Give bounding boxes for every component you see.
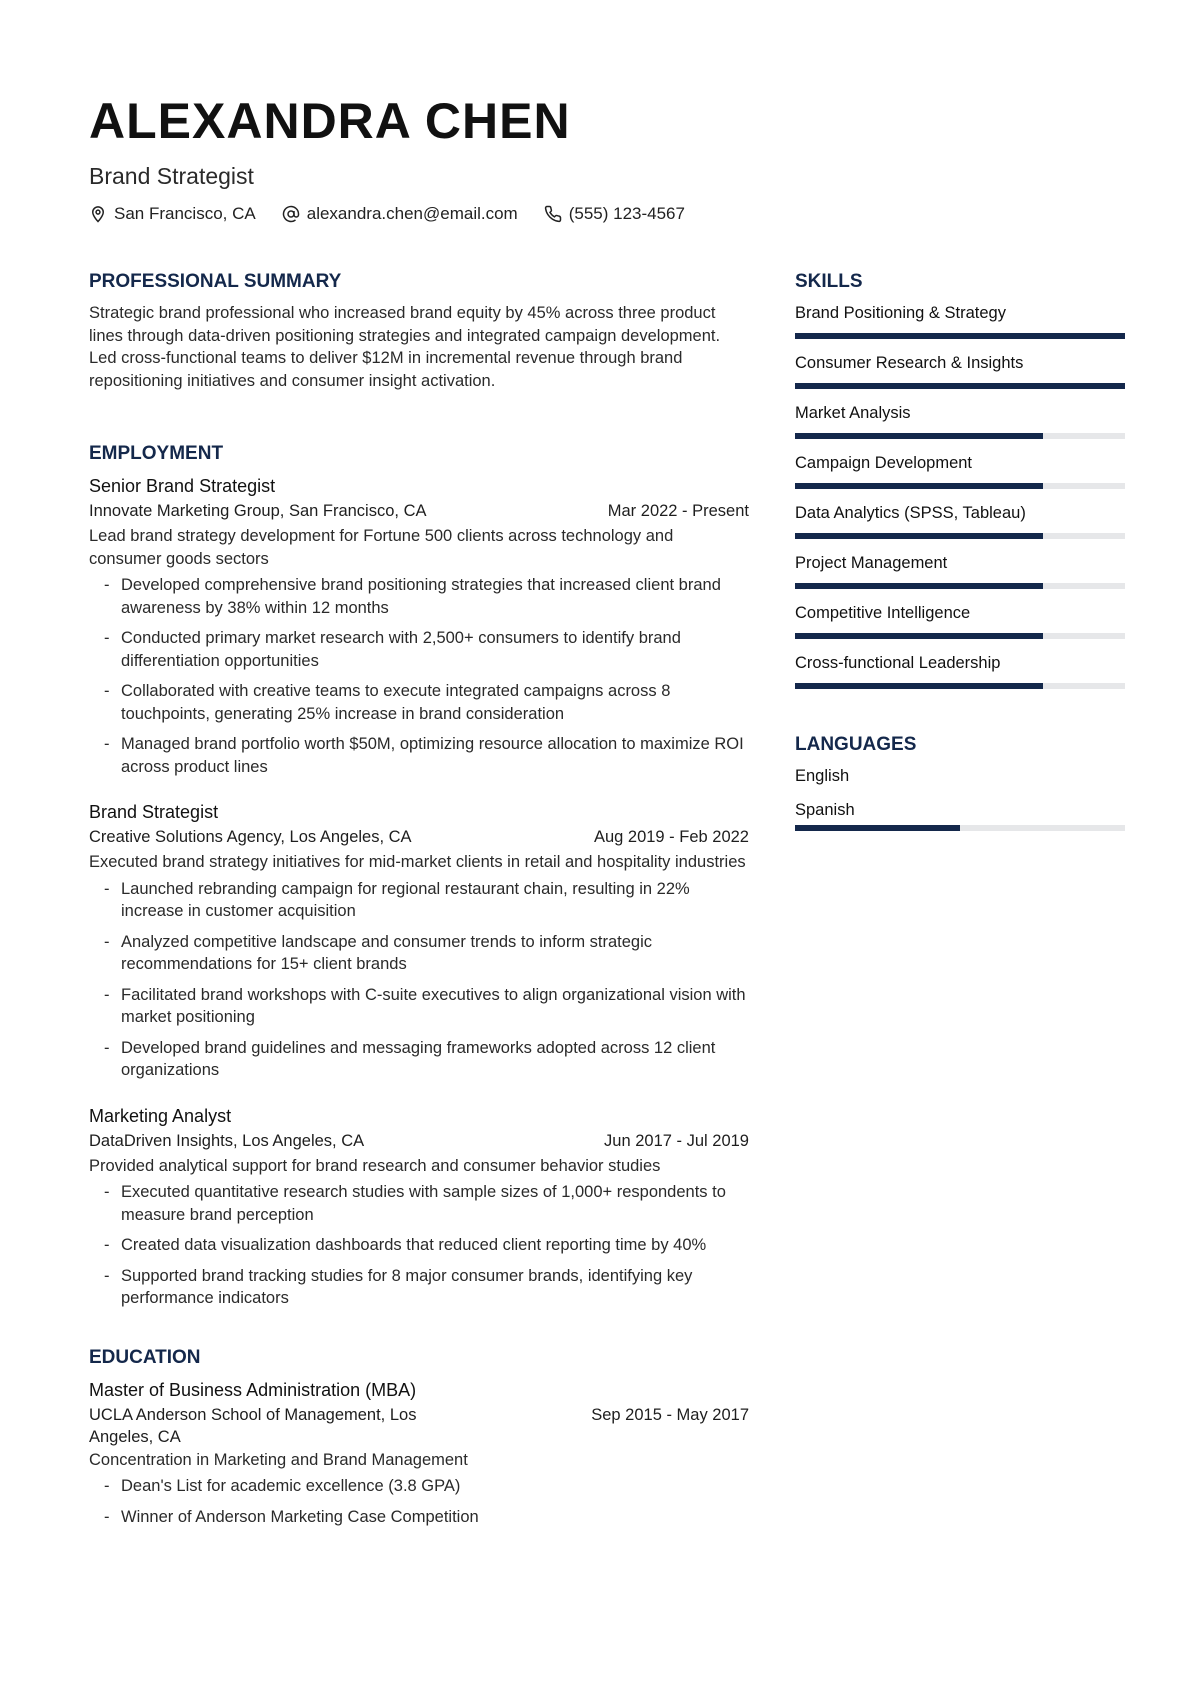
skill-item xyxy=(795,352,1125,389)
bullet-item xyxy=(89,931,749,976)
job-company-line xyxy=(89,1128,749,1155)
bullet-item xyxy=(89,1234,749,1257)
language-level-fill xyxy=(795,825,960,831)
skill-item xyxy=(795,502,1125,539)
skill-name: Consumer Research & Insights xyxy=(795,354,1024,372)
skill-level-bar xyxy=(795,483,1125,489)
job-company: Innovate Marketing Group, San Francisco, CA xyxy=(89,502,427,520)
language-name: Spanish xyxy=(795,801,855,819)
language-item xyxy=(795,799,1125,831)
bullet-dash: - xyxy=(104,576,110,594)
bullet-text: Developed brand guidelines and messaging frameworks adopted across 12 client organizations xyxy=(121,1038,716,1079)
bullet-item xyxy=(89,984,749,1029)
bullet-text: Launched rebranding campaign for regional restaurant chain, resulting in 22% increase in customer acquisition xyxy=(121,879,690,920)
bullet-dash: - xyxy=(104,1183,110,1201)
skill-list xyxy=(795,302,1125,689)
bullet-dash: - xyxy=(104,1266,110,1285)
candidate-name: ALEXANDRA CHEN xyxy=(89,93,571,149)
skill-level-fill xyxy=(795,433,1043,439)
bullet-dash: - xyxy=(104,1507,110,1526)
education-description: Concentration in Marketing and Brand Management xyxy=(89,1450,468,1469)
header xyxy=(89,92,1129,224)
skill-item xyxy=(795,552,1125,589)
degree-title: Master of Business Administration (MBA) xyxy=(89,1379,417,1400)
job-description: Executed brand strategy initiatives for mid-market clients in retail and hospitality industries xyxy=(89,853,746,871)
skill-level-fill xyxy=(795,483,1043,489)
skill-level-fill xyxy=(795,333,1125,339)
bullet-text: Dean's List for academic excellence (3.8 GPA) xyxy=(121,1477,461,1495)
skill-level-fill xyxy=(795,533,1043,539)
bullet-text: Supported brand tracking studies for 8 major consumer brands, identifying key performance indicators xyxy=(121,1266,693,1307)
bullet-item xyxy=(89,627,749,672)
skill-name: Brand Positioning & Strategy xyxy=(795,304,1006,322)
candidate-title: Brand Strategist xyxy=(89,163,254,189)
bullet-text: Analyzed competitive landscape and consumer trends to inform strategic recommendations for 15+ client brands xyxy=(121,932,653,973)
skill-level-bar xyxy=(795,333,1125,339)
school-name: UCLA Anderson School of Management, Los Angeles, CA xyxy=(89,1405,417,1446)
bullet-item xyxy=(89,574,749,619)
bullet-text: Facilitated brand workshops with C-suite executives to align organizational vision with market positioning xyxy=(121,985,746,1026)
job-title: Senior Brand Strategist xyxy=(89,476,276,496)
bullet-item xyxy=(89,733,749,778)
skill-item xyxy=(795,402,1125,439)
job-dates: Aug 2019 - Feb 2022 xyxy=(593,828,749,846)
skill-level-bar xyxy=(795,433,1125,439)
skill-name: Project Management xyxy=(795,554,948,572)
bullet-text: Managed brand portfolio worth $50M, optimizing resource allocation to maximize ROI across product lines xyxy=(121,735,744,776)
contact-row xyxy=(89,204,1129,224)
bullet-dash: - xyxy=(104,629,110,647)
summary-heading: PROFESSIONAL SUMMARY xyxy=(89,271,342,292)
employment-section xyxy=(89,442,749,1310)
school-line xyxy=(89,1402,749,1449)
bullet-item xyxy=(89,1265,749,1310)
skill-level-fill xyxy=(795,683,1043,689)
job-entry xyxy=(89,1104,749,1310)
education-heading: EDUCATION xyxy=(89,1346,201,1368)
contact-location xyxy=(89,204,256,224)
skill-level-fill xyxy=(795,383,1125,389)
bullet-dash: - xyxy=(104,985,110,1004)
languages-section xyxy=(795,733,1125,831)
bullet-item xyxy=(89,1475,749,1498)
job-dates: Jun 2017 - Jul 2019 xyxy=(604,1131,749,1150)
skill-level-bar xyxy=(795,683,1125,689)
job-title: Marketing Analyst xyxy=(89,1105,232,1126)
job-bullets xyxy=(89,574,749,778)
bullet-item xyxy=(89,1506,749,1529)
side-column xyxy=(795,270,1125,881)
skill-level-fill xyxy=(795,583,1043,589)
job-entry xyxy=(89,474,749,778)
bullet-text: Executed quantitative research studies with sample sizes of 1,000+ respondents to measure brand perception xyxy=(121,1183,726,1224)
skill-name: Data Analytics (SPSS, Tableau) xyxy=(795,504,1026,522)
summary-text: Strategic brand professional who increased brand equity by 45% across three product lines through data-driven positioning strategies and integrated campaign development. Led cross-functional teams to deliver $12M in incremental revenue through brand repositioning initiatives and consumer insight activation. xyxy=(89,304,721,390)
phone-icon xyxy=(544,205,562,223)
education-bullets xyxy=(89,1475,749,1528)
skill-level-bar xyxy=(795,533,1125,539)
bullet-text: Collaborated with creative teams to execute integrated campaigns across 8 touchpoints, generating 25% increase in brand consideration xyxy=(121,682,671,723)
bullet-dash: - xyxy=(104,1236,110,1254)
bullet-text: Created data visualization dashboards that reduced client reporting time by 40% xyxy=(121,1236,707,1254)
main-column xyxy=(89,270,749,1578)
job-company-line xyxy=(89,498,749,525)
at-sign-icon xyxy=(282,205,300,223)
skill-level-fill xyxy=(795,633,1043,639)
job-dates: Mar 2022 - Present xyxy=(607,502,749,520)
skills-heading: SKILLS xyxy=(795,271,863,292)
education-section xyxy=(89,1346,749,1529)
bullet-text: Conducted primary market research with 2,500+ consumers to identify brand differentiation opportunities xyxy=(121,629,681,670)
bullet-item xyxy=(89,1181,749,1226)
language-name: English xyxy=(795,767,850,785)
skills-section xyxy=(795,270,1125,689)
bullet-text: Winner of Anderson Marketing Case Competition xyxy=(121,1507,479,1526)
skill-item xyxy=(795,652,1125,689)
location-pin-icon xyxy=(89,205,107,223)
job-company: Creative Solutions Agency, Los Angeles, CA xyxy=(89,828,412,846)
bullet-dash: - xyxy=(104,879,110,898)
summary-section xyxy=(89,270,749,392)
contact-phone[interactable] xyxy=(544,204,685,224)
language-level-bar xyxy=(795,825,1125,831)
job-title: Brand Strategist xyxy=(89,802,219,822)
bullet-item xyxy=(89,680,749,725)
skill-name: Cross-functional Leadership xyxy=(795,654,1001,672)
skill-level-bar xyxy=(795,633,1125,639)
education-dates: Sep 2015 - May 2017 xyxy=(591,1405,749,1424)
job-company: DataDriven Insights, Los Angeles, CA xyxy=(89,1131,365,1150)
skill-name: Market Analysis xyxy=(795,404,911,422)
job-company-line xyxy=(89,824,749,851)
job-bullets xyxy=(89,878,749,1082)
language-item xyxy=(795,765,1125,787)
bullet-dash: - xyxy=(104,932,110,951)
skill-item xyxy=(795,602,1125,639)
employment-heading: EMPLOYMENT xyxy=(89,443,224,464)
bullet-text: Developed comprehensive brand positioning strategies that increased client brand awareness by 38% within 12 months xyxy=(121,576,721,617)
skill-level-bar xyxy=(795,583,1125,589)
bullet-dash: - xyxy=(104,735,110,753)
language-list xyxy=(795,765,1125,831)
skill-name: Campaign Development xyxy=(795,454,973,472)
skill-item xyxy=(795,302,1125,339)
languages-heading: LANGUAGES xyxy=(795,734,917,755)
location-text: San Francisco, CA xyxy=(114,204,256,223)
job-description: Provided analytical support for brand research and consumer behavior studies xyxy=(89,1156,661,1175)
bullet-dash: - xyxy=(104,1038,110,1057)
bullet-dash: - xyxy=(104,682,110,700)
contact-email[interactable] xyxy=(282,204,518,224)
bullet-dash: - xyxy=(104,1477,110,1495)
bullet-item xyxy=(89,878,749,923)
phone-text[interactable]: (555) 123-4567 xyxy=(568,204,685,223)
job-bullets xyxy=(89,1181,749,1310)
skill-item xyxy=(795,452,1125,489)
job-description: Lead brand strategy development for Fortune 500 clients across technology and consumer goods sectors xyxy=(89,527,674,568)
skill-name: Competitive Intelligence xyxy=(795,604,971,622)
job-list xyxy=(89,474,749,1310)
skill-level-bar xyxy=(795,383,1125,389)
job-entry xyxy=(89,800,749,1082)
bullet-item xyxy=(89,1037,749,1082)
email-text[interactable]: alexandra.chen@email.com xyxy=(306,204,518,223)
